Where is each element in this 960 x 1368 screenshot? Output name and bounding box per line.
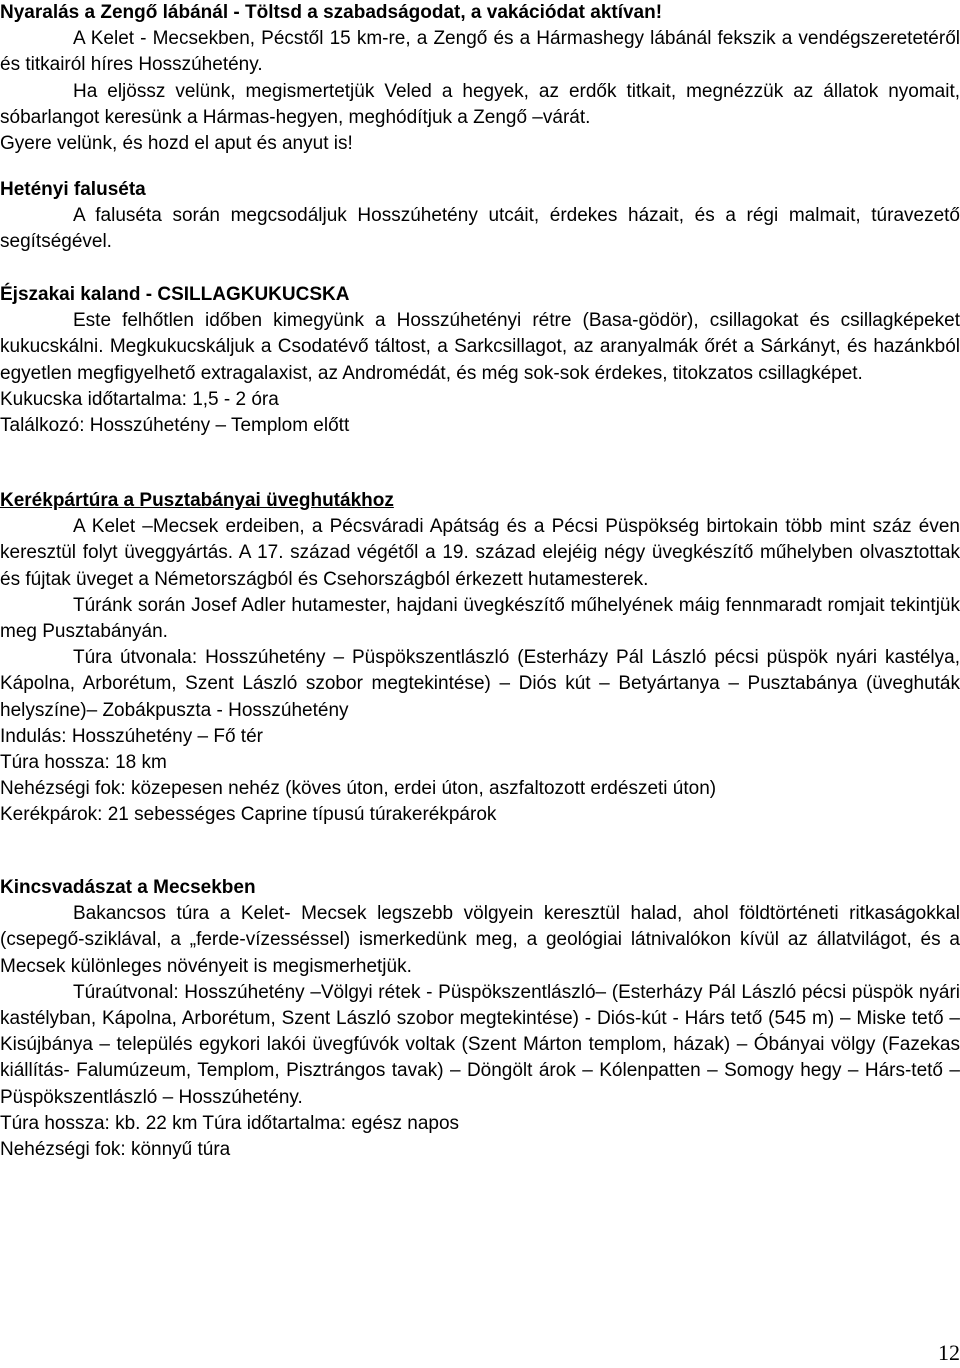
paragraph: Este felhőtlen időben kimegyünk a Hosszúhetényi rétre (Basa-gödör), csillagokat és csillagképeket kukucskálni. Megkukucskáljuk a Csodatévő táltost, a Sarkcsillagot, az aranyalmák őrét a Sárkányt, és hazánkból egyetlen megfigyelhető extragalaxist, az Andromédát, és még sok-sok érdekes, titokzatos csillagképet.	[0, 310, 960, 384]
section-faluseta	[0, 177, 960, 256]
difficulty-line: Nehézségi fok: közepesen nehéz (köves úton, erdei úton, aszfaltozott erdészeti úton)	[0, 778, 717, 800]
paragraph: A faluséta során megcsodáljuk Hosszúhetény utcáit, érdekes házait, és a régi malmait, túravezető segítségével.	[0, 205, 960, 253]
section-kincsvadaszat	[0, 875, 960, 1163]
paragraph: A Kelet –Mecsek erdeiben, a Pécsváradi Apátság és a Pécsi Püspökség birtokain több mint száz éven keresztül folyt üveggyártás. A 17. század végétől a 19. század elejéig négy üvegkészítő műhelyben olvasztottak és fújtak üveget a Németországból és Csehországból érkezett hutamesterek.	[0, 516, 960, 590]
duration-line: Kukucska időtartalma: 1,5 - 2 óra	[0, 388, 279, 410]
paragraph: Bakancsos túra a Kelet- Mecsek legszebb völgyein keresztül halad, ahol földtörténeti ritkaságokkal (csepegő-sziklával, a „ferde-vízesséssel) ismerkedünk meg, a geológiai látnivalókon kívül az állatvilágot, és a Mecsek különleges növényeit is megismerhetjük.	[0, 903, 960, 977]
paragraph: Ha eljössz velünk, megismertetjük Veled a hegyek, az erdők titkait, megnézzük az állatok nyomait, sóbarlangot keresünk a Hármas-hegyen, meghódítjuk a Zengő –várát.	[0, 80, 960, 128]
page-number: 12	[938, 1340, 960, 1365]
route-paragraph: Túra útvonala: Hosszúhetény – Püspökszentlászló (Esterházy Pál László pécsi püspök nyári kastélya, Kápolna, Arborétum, Szent László szobor megtekintése) – Diós kút – Betyártanya – Pusztabánya (üveghuták helyszíne)– Zobákpuszta - Hosszúhetény	[0, 647, 960, 721]
section-title: Kerékpártúra a Pusztabányai üveghutákhoz	[0, 490, 394, 511]
difficulty-line: Nehézségi fok: könnyű túra	[0, 1139, 231, 1161]
length-duration-line: Túra hossza: kb. 22 km Túra időtartalma: egész napos	[0, 1112, 460, 1134]
section-title: Éjszakai kaland - CSILLAGKUKUCSKA	[0, 284, 350, 305]
start-line: Indulás: Hosszúhetény – Fő tér	[0, 725, 263, 747]
paragraph: A Kelet - Mecsekben, Pécstől 15 km-re, a Zengő és a Hármashegy lábánál fekszik a vendégszeretetéről és titkairól híres Hosszúhetény.	[0, 28, 960, 76]
section-title: Hetényi faluséta	[0, 179, 146, 200]
paragraph: Túránk során Josef Adler hutamester, hajdani üvegkészítő műhelyének máig fennmaradt romjait tekintjük meg Pusztabányán.	[0, 594, 960, 643]
bikes-line: Kerékpárok: 21 sebességes Caprine típusú túrakerékpárok	[0, 804, 497, 826]
section-nyaralas	[0, 0, 960, 157]
meeting-line: Találkozó: Hosszúhetény – Templom előtt	[0, 415, 350, 437]
section-kerekpartura	[0, 488, 960, 829]
route-paragraph: Túraútvonal: Hosszúhetény –Völgyi rétek - Püspökszentlászló– (Esterházy Pál László pécsi püspök nyári kastélyban, Kápolna, Arborétum, Szent László szobor megtekintése) - Diós-kút - Hárs tető (545 m) – Miske tető – Kisújbánya – település egykori lakói üvegfúvók voltak (Szent Márton templom, házak) – Óbányai völgy (Fazekas kiállítás- Falumúzeum, Templom, Pisztrángos tavak) – Döngölt árok – Kólenpatten – Somogy hegy – Hárs-tető – Püspökszentlászló – Hosszúhetény.	[0, 981, 960, 1108]
section-title: Kincsvadászat a Mecsekben	[0, 877, 256, 898]
length-line: Túra hossza: 18 km	[0, 752, 167, 774]
section-title: Nyaralás a Zengő lábánál - Töltsd a szabadságodat, a vakációdat aktívan!	[0, 2, 663, 23]
paragraph: Gyere velünk, és hozd el aput és anyut is!	[0, 133, 353, 155]
section-csillagkukucska	[0, 282, 960, 439]
